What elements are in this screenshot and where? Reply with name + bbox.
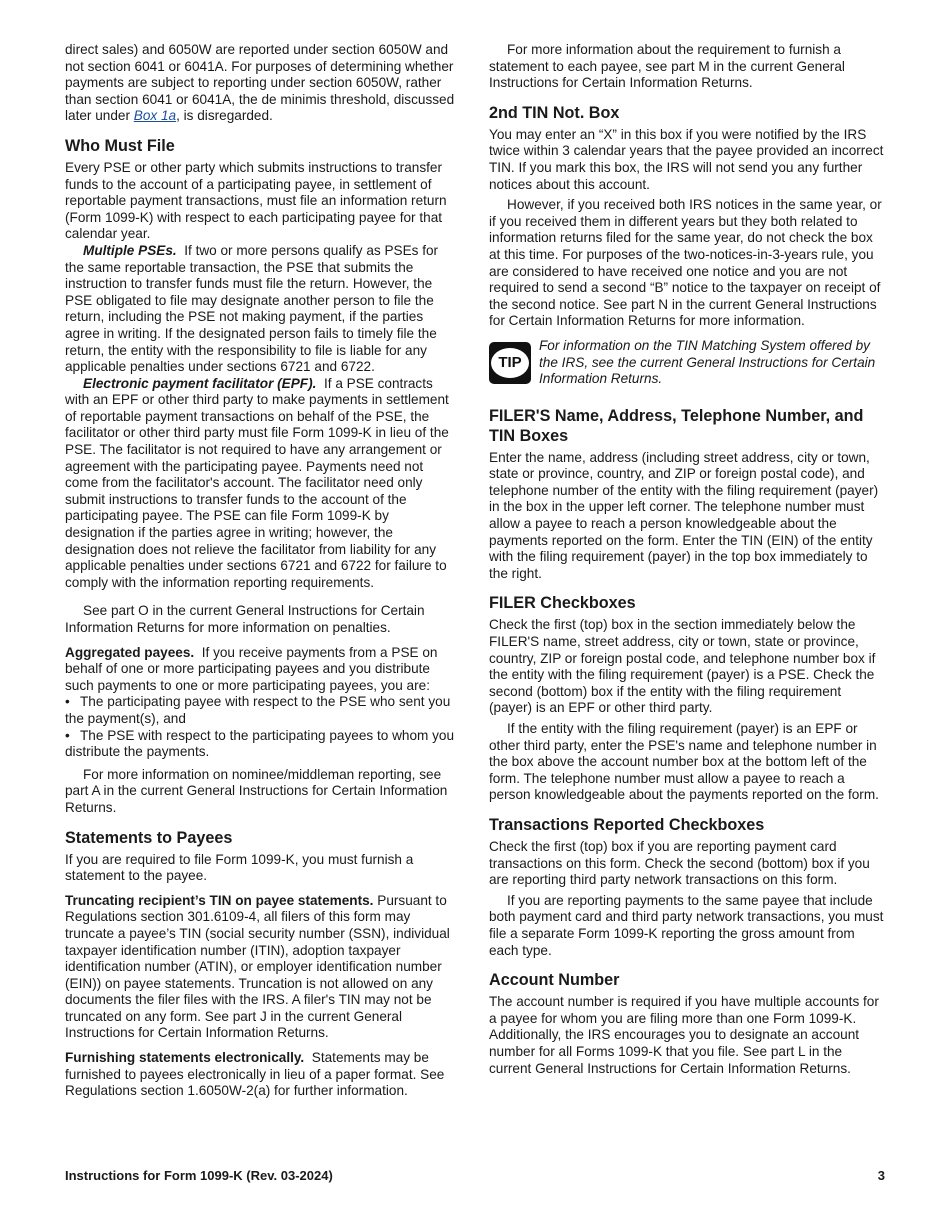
filer-name-heading: FILER'S Name, Address, Telephone Number, and TIN Boxes xyxy=(489,406,864,445)
statements-paragraph: If you are required to file Form 1099-K, you must furnish a statement to the payee. xyxy=(65,851,414,884)
transactions-heading: Transactions Reported Checkboxes xyxy=(489,815,765,834)
footer-title: Instructions for Form 1099-K (Rev. 03-2024) xyxy=(65,1168,333,1183)
second-tin-heading: 2nd TIN Not. Box xyxy=(489,103,620,122)
box-1a-link[interactable]: Box 1a xyxy=(133,108,177,124)
account-number-heading: Account Number xyxy=(489,971,620,990)
transactions-paragraph: Check the first (top) box if you are reporting payment card transactions on this form. Check the second (bottom) box if you are reporting third party network transactions on this form. xyxy=(489,838,870,888)
page-footer xyxy=(65,1168,885,1183)
filer-checkboxes-heading: FILER Checkboxes xyxy=(489,594,636,613)
filer-checkboxes-paragraph: Check the first (top) box in the section immediately below the FILER'S name, street address, city or town, state or province, country, ZIP or foreign postal code, and telephone number box if the entity with the filing requirement (payer) is a PSE. Check the second (bottom) box if the entity with the filing requirement (payer) is an EPF or other third party. xyxy=(489,617,876,716)
second-tin-paragraph: You may enter an “X” in this box if you were notified by the IRS twice within 3 calendar years that the payee provided an incorrect TIN. If you mark this box, the IRS will not send you any further notices about this account. xyxy=(489,126,884,192)
who-must-file-paragraph: Every PSE or other party which submits instructions to transfer funds to the account of a participating payee, in settlement of reportable payment transactions, must file an information return (Form 1099-K) with respect to each participating payee for that calendar year. xyxy=(65,159,447,242)
left-column xyxy=(65,42,460,1100)
tip-text: For information on the TIN Matching System offered by the IRS, see the current General Instructions for Certain Information Returns. xyxy=(539,337,876,387)
nominee-paragraph: For more information on nominee/middleman reporting, see part A in the current General Instructions for Certain Information Returns. xyxy=(65,766,448,815)
truncating-paragraph: Truncating recipient’s TIN on payee statements. Pursuant to Regulations section 301.6109-4, all filers of this form may truncate a payee’s TIN (social security number (SSN), individual taxpayer identification number (ITIN), adoption taxpayer identification number (ATIN), or employer identification number (EIN)) on payee statements. Truncation is not allowed on any documents the filer files with the IRS. A filer's TIN may not be truncated on any form. See part J in the current General Instructions for Certain Information Returns. xyxy=(65,892,450,1041)
transactions-paragraph-2: If you are reporting payments to the same payee that include both payment card and third party network transactions, you must file a separate Form 1099-K reporting the gross amount from each type. xyxy=(489,892,884,958)
epf-paragraph: Electronic payment facilitator (EPF). If a PSE contracts with an EPF or other third party to make payments in settlement of reportable payment transactions on behalf of the PSE, the facilitator or other third party must file Form 1099-K in lieu of the PSE. The facilitator is not required to have any arrangement or agreement with the participating payee. Payments need not come from the facilitator's account. The facilitator need only submit instructions to transfer funds to the account of the participating payee. The PSE can file Form 1099-K by designation if the parties agree in writing; however, the designation does not relieve the facilitator from liability for any applicable penalties under sections 6721 and 6722 for failure to comply with the information reporting requirements. xyxy=(65,375,449,590)
bullet-item: • The PSE with respect to the participating payees to whom you distribute the payments. xyxy=(65,727,455,760)
filer-name-paragraph: Enter the name, address (including street address, city or town, state or province, country, and ZIP or foreign postal code), and telephone number of the entity with the filing requirement (payer) in the box in the upper left corner. The telephone number must allow a payee to reach a person knowledgeable about the payments reported on the form. Enter the TIN (EIN) of the entity with the filing requirement (payer) in the top box immediately to the right. xyxy=(489,449,879,581)
right-column xyxy=(489,42,884,1077)
tip-icon: TIP xyxy=(489,342,531,384)
account-number-paragraph: The account number is required if you have multiple accounts for a payee for whom you are filing more than one Form 1099-K. Additionally, the IRS encourages you to designate an account number for all Forms 1099-K that you file. See part L in the current General Instructions for Certain Information Returns. xyxy=(489,994,879,1076)
see-part-o-paragraph: See part O in the current General Instructions for Certain Information Returns for more information on penalties. xyxy=(65,603,425,635)
multiple-pses-paragraph: Multiple PSEs. If two or more persons qualify as PSEs for the same reportable transaction, the PSE that submits the instruction to transfer funds must file the return. However, the PSE obligated to file may designate another person to file the return, including the PSE not making payment, if the parties agree in writing. If the designated person fails to timely file the return, the entity with the responsibility to file is liable for any applicable penalties under sections 6721 and 6722. xyxy=(65,242,439,375)
who-must-file-heading: Who Must File xyxy=(65,136,175,155)
furnishing-paragraph: Furnishing statements electronically. Statements may be furnished to payees electronically in lieu of a paper format. See Regulations section 1.6050W-2(a) for further information. xyxy=(65,1050,445,1099)
intro-paragraph: direct sales) and 6050W are reported under section 6050W and not section 6041 or 6041A. For purposes of determining whether payments are subject to reporting under section 6050W, rather than section 6041 or 6041A, the de minimis threshold, discussed later under Box 1a, is disregarded. xyxy=(65,42,455,124)
page-number: 3 xyxy=(877,1168,885,1183)
filer-checkboxes-paragraph-2: If the entity with the filing requirement (payer) is an EPF or other third party, enter the PSE's name and telephone number in the box above the account number box at the bottom left of the form. The telephone number must allow a payee to reach a person knowledgeable about the payments reported on the form. xyxy=(489,721,879,803)
tip-box xyxy=(489,338,884,388)
bullet-item: • The participating payee with respect to the PSE who sent you the payment(s), and xyxy=(65,694,451,726)
aggregated-payees-paragraph: Aggregated payees. If you receive payments from a PSE on behalf of one or more participating payees and you distribute such payments to one or more participating payees, you are: xyxy=(65,644,438,693)
second-tin-paragraph-2: However, if you received both IRS notices in the same year, or if you received them in different years but they both related to information returns filed for the same year, do not check the box at this time. For purposes of the two-notices-in-3-years rule, you are considered to have received one notice and you are not required to send a second “B” notice to the taxpayer on receipt of the second notice. See part N in the current General Instructions for Certain Information Returns for more information. xyxy=(489,197,882,329)
furnish-statement-paragraph: For more information about the requirement to furnish a statement to each payee, see part M in the current General Instructions for Certain Information Returns. xyxy=(489,42,845,91)
statements-to-payees-heading: Statements to Payees xyxy=(65,828,233,847)
